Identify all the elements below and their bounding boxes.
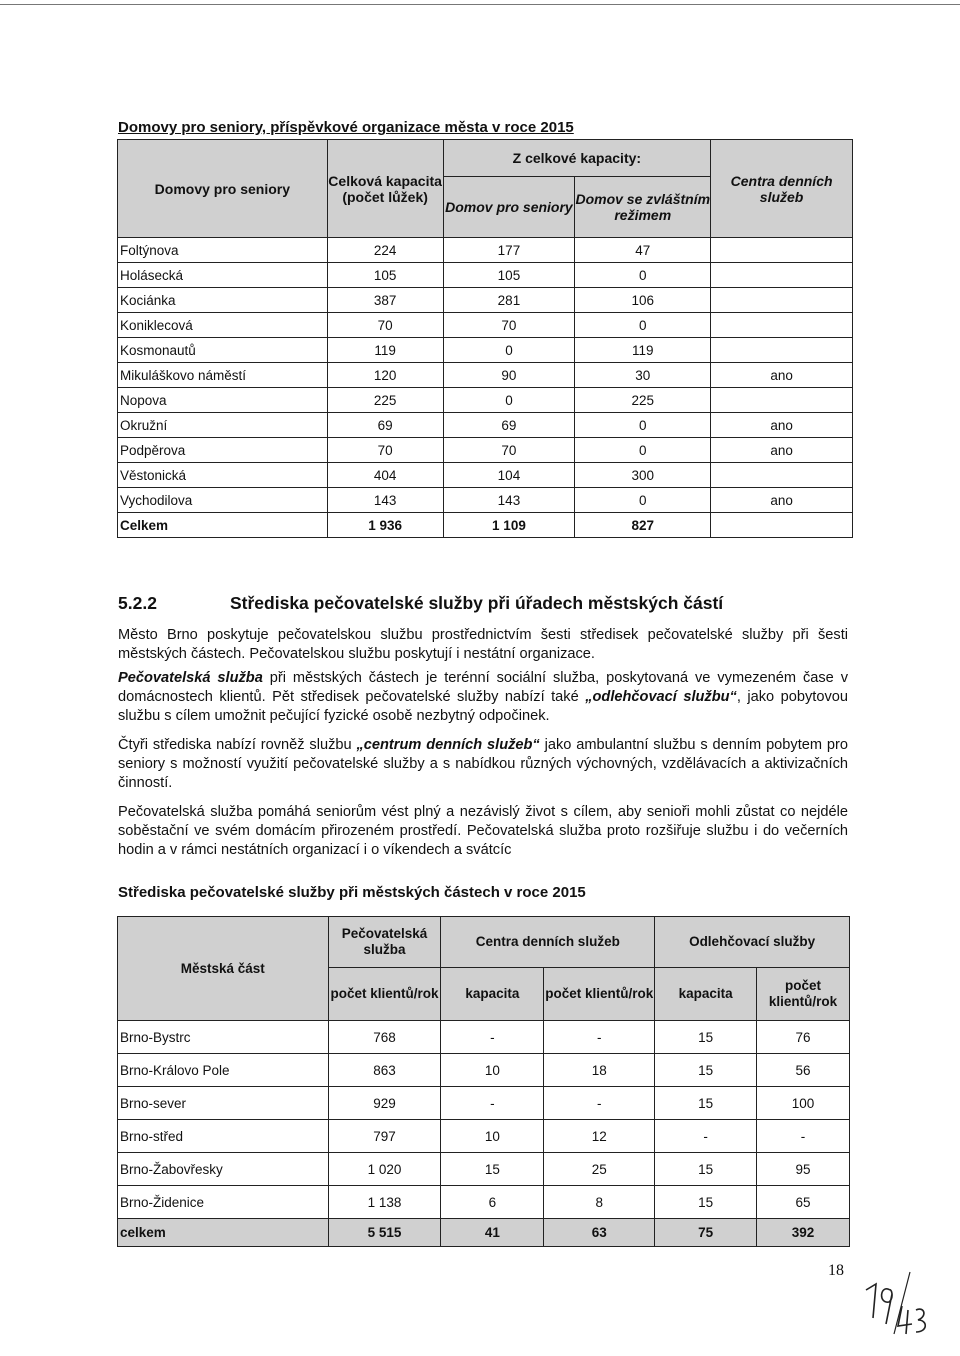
cell-os-clients: - [757, 1120, 850, 1153]
cell-home-name: Kosmonautů [118, 338, 328, 363]
cell-os-capacity: 75 [655, 1219, 757, 1247]
cell-cds-clients: - [544, 1087, 655, 1120]
paragraph-4: Pečovatelská služba pomáhá seniorům vést plný a nezávislý život s cílem, aby senioři mohli zůstat co nejdéle soběstační ve svém domácím přirozeném prostředí. Pečovatelská služba proto rozšiřuje službu i do večerních hodin a v rámci nestátních organizací i o víkendech a svátcíc [118, 804, 848, 858]
table2-title: Střediska pečovatelské služby při městských částech v roce 2015 [118, 884, 586, 901]
cell-home-name: Koniklecová [118, 313, 328, 338]
cell-special-regime: 0 [575, 413, 711, 438]
cell-home-for-seniors: 105 [443, 263, 575, 288]
cell-day-center: ano [711, 488, 853, 513]
cell-home-name: Mikuláškovo náměstí [118, 363, 328, 388]
cell-home-for-seniors: 70 [443, 313, 575, 338]
cell-home-for-seniors: 177 [443, 238, 575, 263]
cell-home-name: Foltýnova [118, 238, 328, 263]
cell-special-regime: 0 [575, 313, 711, 338]
cell-home-for-seniors: 0 [443, 388, 575, 413]
cell-os-capacity: 15 [655, 1021, 757, 1054]
cell-district-name: Brno-sever [118, 1087, 329, 1120]
table-row [118, 388, 853, 413]
cell-cds-capacity: - [441, 1021, 544, 1054]
cell-day-center [711, 513, 853, 538]
cell-os-clients: 392 [757, 1219, 850, 1247]
table-row [118, 1153, 850, 1186]
cell-special-regime: 300 [575, 463, 711, 488]
table-row [118, 338, 853, 363]
cell-ps-clients: 929 [328, 1087, 441, 1120]
cell-total-capacity: 143 [327, 488, 443, 513]
cell-special-regime: 119 [575, 338, 711, 363]
total-row [118, 513, 853, 538]
cell-total-capacity: 404 [327, 463, 443, 488]
cell-cds-capacity: 15 [441, 1153, 544, 1186]
cell-district-name: Brno-Židenice [118, 1186, 329, 1219]
table1-title: Domovy pro seniory, příspěvkové organizace města v roce 2015 [118, 119, 574, 136]
cell-total-capacity: 225 [327, 388, 443, 413]
header-os-clients: počet klientů/rok [757, 968, 850, 1021]
header-of-total: Z celkové kapacity: [443, 140, 711, 177]
cell-total-capacity: 119 [327, 338, 443, 363]
cell-os-clients: 76 [757, 1021, 850, 1054]
cell-home-for-seniors: 1 109 [443, 513, 575, 538]
cell-cds-capacity: 41 [441, 1219, 544, 1247]
cell-district-name: Brno-Žabovřesky [118, 1153, 329, 1186]
header-os-capacity: kapacita [655, 968, 757, 1021]
table-row [118, 1054, 850, 1087]
cell-day-center [711, 338, 853, 363]
cell-special-regime: 106 [575, 288, 711, 313]
cell-special-regime: 47 [575, 238, 711, 263]
cell-cds-clients: 18 [544, 1054, 655, 1087]
header-care-service: Pečovatelská služba [328, 917, 441, 968]
cell-home-name: Holásecká [118, 263, 328, 288]
header-total-capacity: Celková kapacita (počet lůžek) [327, 140, 443, 238]
cell-total-capacity: 70 [327, 438, 443, 463]
paragraph-1: Město Brno poskytuje pečovatelskou službu prostřednictvím šesti středisek pečovatelské služby při šesti městských částech. Pečovatelskou službu poskytují i nestátní organizace. [118, 627, 848, 662]
paragraph-3: Čtyři střediska nabízí rovněž službu „centrum denních služeb“ jako ambulantní službu s denním pobytem pro seniory s možností využití pečovatelské služby a s nabídkou různých výchovných, vzdělávacích a aktivizačních činností. [118, 737, 848, 791]
cell-special-regime: 827 [575, 513, 711, 538]
top-rule [0, 4, 960, 5]
cell-os-capacity: - [655, 1120, 757, 1153]
cell-total-capacity: 224 [327, 238, 443, 263]
cell-day-center [711, 263, 853, 288]
cell-os-clients: 65 [757, 1186, 850, 1219]
cell-day-center: ano [711, 363, 853, 388]
cell-total-capacity: 70 [327, 313, 443, 338]
cell-total-capacity: 120 [327, 363, 443, 388]
section-title: Střediska pečovatelské služby při úřadech městských částí [230, 593, 724, 613]
cell-home-name: Okružní [118, 413, 328, 438]
cell-day-center [711, 288, 853, 313]
header-homes: Domovy pro seniory [118, 140, 328, 238]
cell-ps-clients: 768 [328, 1021, 441, 1054]
header-ps-clients: počet klientů/rok [328, 968, 441, 1021]
page-number: 18 [828, 1262, 844, 1279]
cell-total-capacity: 1 936 [327, 513, 443, 538]
cell-total-capacity: 105 [327, 263, 443, 288]
cell-total-capacity: 69 [327, 413, 443, 438]
cell-special-regime: 0 [575, 488, 711, 513]
section-number: 5.2.2 [118, 593, 157, 613]
cell-cds-clients: 25 [544, 1153, 655, 1186]
table-row [118, 1120, 850, 1153]
cell-cds-capacity: 10 [441, 1120, 544, 1153]
cell-cds-clients: - [544, 1021, 655, 1054]
header-district: Městská část [118, 917, 329, 1021]
table-row [118, 1021, 850, 1054]
table-row [118, 1186, 850, 1219]
cell-home-for-seniors: 70 [443, 438, 575, 463]
cell-home-name: Vychodilova [118, 488, 328, 513]
cell-home-for-seniors: 281 [443, 288, 575, 313]
cell-home-name: Věstonická [118, 463, 328, 488]
total-row [118, 1219, 850, 1247]
cell-day-center [711, 388, 853, 413]
cell-home-name: Nopova [118, 388, 328, 413]
table-row [118, 288, 853, 313]
cell-day-center: ano [711, 438, 853, 463]
table-row [118, 413, 853, 438]
header-respite-services: Odlehčovací služby [655, 917, 850, 968]
care-centers-table [117, 916, 850, 1247]
cell-special-regime: 225 [575, 388, 711, 413]
cell-home-for-seniors: 90 [443, 363, 575, 388]
cell-home-for-seniors: 104 [443, 463, 575, 488]
cell-total-capacity: 387 [327, 288, 443, 313]
header-home-for-seniors: Domov pro seniory [443, 177, 575, 238]
cell-total-label: Celkem [118, 513, 328, 538]
table-row [118, 363, 853, 388]
cell-home-name: Podpěrova [118, 438, 328, 463]
cell-ps-clients: 863 [328, 1054, 441, 1087]
cell-os-capacity: 15 [655, 1087, 757, 1120]
cell-ps-clients: 5 515 [328, 1219, 441, 1247]
cell-ps-clients: 1 138 [328, 1186, 441, 1219]
cell-home-for-seniors: 143 [443, 488, 575, 513]
cell-os-clients: 95 [757, 1153, 850, 1186]
cell-day-center [711, 313, 853, 338]
table-row [118, 313, 853, 338]
cell-cds-clients: 8 [544, 1186, 655, 1219]
cell-district-name: Brno-Královo Pole [118, 1054, 329, 1087]
table-row [118, 488, 853, 513]
cell-home-for-seniors: 69 [443, 413, 575, 438]
table-row [118, 463, 853, 488]
header-cds-clients: počet klientů/rok [544, 968, 655, 1021]
cell-day-center [711, 463, 853, 488]
cell-os-clients: 100 [757, 1087, 850, 1120]
cell-os-clients: 56 [757, 1054, 850, 1087]
cell-cds-capacity: - [441, 1087, 544, 1120]
cell-special-regime: 0 [575, 438, 711, 463]
homes-capacity-table [117, 139, 853, 538]
cell-os-capacity: 15 [655, 1153, 757, 1186]
cell-day-center [711, 238, 853, 263]
cell-cds-capacity: 6 [441, 1186, 544, 1219]
handwritten-note [856, 1268, 936, 1338]
cell-ps-clients: 1 020 [328, 1153, 441, 1186]
cell-ps-clients: 797 [328, 1120, 441, 1153]
table-row [118, 438, 853, 463]
cell-special-regime: 0 [575, 263, 711, 288]
cell-home-name: Kociánka [118, 288, 328, 313]
cell-home-for-seniors: 0 [443, 338, 575, 363]
cell-os-capacity: 15 [655, 1186, 757, 1219]
cell-cds-clients: 63 [544, 1219, 655, 1247]
header-day-centers: Centra denních služeb [711, 140, 853, 238]
header-special-regime: Domov se zvláštním režimem [575, 177, 711, 238]
header-cds-capacity: kapacita [441, 968, 544, 1021]
paragraph-2: Pečovatelská služba při městských částech je terénní sociální služba, poskytovaná ve vymezeném čase v domácnostech klientů. Pět středisek pečovatelské služby nabízí také „odlehčovací službu“, jako pobytovou službu s cílem umožnit pečující fyzické osobě nezbytný odpočinek. [118, 670, 848, 724]
cell-total-label: celkem [118, 1219, 329, 1247]
cell-day-center: ano [711, 413, 853, 438]
cell-cds-capacity: 10 [441, 1054, 544, 1087]
cell-district-name: Brno-Bystrc [118, 1021, 329, 1054]
cell-district-name: Brno-střed [118, 1120, 329, 1153]
table-row [118, 238, 853, 263]
cell-os-capacity: 15 [655, 1054, 757, 1087]
cell-special-regime: 30 [575, 363, 711, 388]
table-row [118, 1087, 850, 1120]
cell-cds-clients: 12 [544, 1120, 655, 1153]
table-row [118, 263, 853, 288]
header-day-centers: Centra denních služeb [441, 917, 655, 968]
